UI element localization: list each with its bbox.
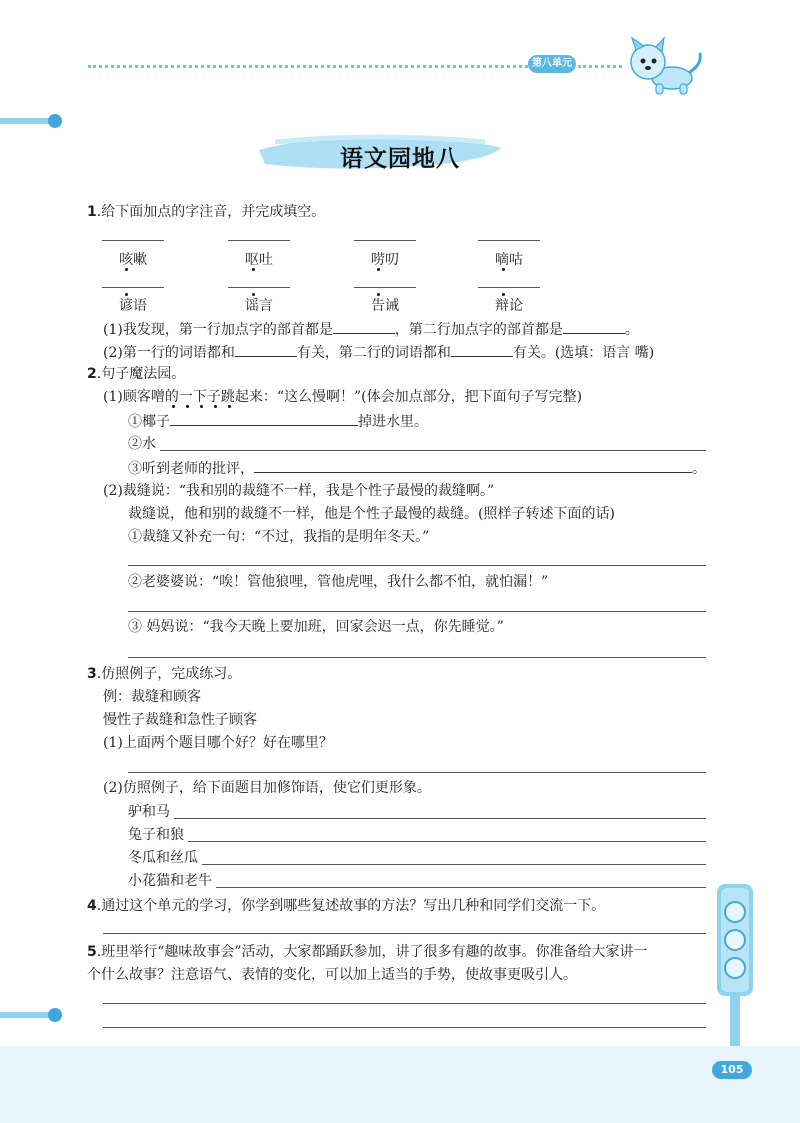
- word-row2-4: 辩论: [495, 298, 523, 314]
- unit-badge: 第八单元: [528, 55, 576, 73]
- puppy-mascot-icon: [622, 36, 706, 98]
- footer-band: [0, 1046, 800, 1123]
- q3-sub2: (2)仿照例子，给下面题目加修饰语，使它们更形象。: [103, 780, 431, 796]
- q5-prompt-line2: 个什么故事？注意语气、表情的变化，可以加上适当的手势，使故事更吸引人。: [87, 967, 577, 983]
- q2-sub2-c: ③ 妈妈说：“我今天晚上要加班，回家会迟一点，你先睡觉。”: [128, 619, 504, 635]
- answer-line[interactable]: [128, 565, 706, 566]
- traffic-light-icon: [717, 884, 753, 1049]
- q1-sub1: (1)我发现，第一行加点字的部首都是 ，第二行加点字的部首都是 。: [103, 319, 639, 339]
- left-accent-dot: [48, 114, 62, 128]
- answer-line[interactable]: [202, 864, 706, 865]
- emphasis-dot: [252, 268, 255, 271]
- answer-line[interactable]: [160, 450, 706, 451]
- pinyin-line[interactable]: [354, 240, 416, 241]
- answer-line[interactable]: [128, 611, 706, 612]
- emphasis-dot: [125, 268, 128, 271]
- answer-line[interactable]: [103, 1027, 706, 1028]
- q3-item-2: 兔子和狼: [128, 827, 184, 843]
- emphasis-dot: [200, 405, 203, 408]
- q5-prompt-line1: 5.班里举行“趣味故事会”活动，大家都踊跃参加，讲了很多有趣的故事。你准备给大家讲一: [87, 944, 648, 960]
- word-row1-1: 咳嗽: [119, 252, 147, 268]
- q3-example-2: 慢性子裁缝和急性子顾客: [103, 712, 257, 728]
- pinyin-line[interactable]: [102, 240, 164, 241]
- answer-blank[interactable]: [235, 342, 297, 357]
- pinyin-line[interactable]: [228, 240, 290, 241]
- answer-line[interactable]: [174, 818, 706, 819]
- emphasis-dot: [228, 405, 231, 408]
- q3-example: 例：裁缝和顾客: [103, 689, 201, 705]
- q1-sub2: (2)第一行的词语都和 有关，第二行的词语都和 有关。(选填：语言 嘴): [103, 342, 654, 362]
- answer-blank[interactable]: [170, 411, 358, 426]
- pinyin-line[interactable]: [478, 287, 540, 288]
- q3-sub1: (1)上面两个题目哪个好？好在哪里？: [103, 735, 333, 751]
- emphasis-dot: [172, 405, 175, 408]
- word-row2-2: 谣言: [245, 298, 273, 314]
- q2-sub2-b: ②老婆婆说：“唉！管他狼哩，管他虎哩，我什么都不怕，就怕漏！”: [128, 574, 549, 590]
- q2-item-b: ②水: [128, 436, 156, 452]
- emphasis-dot: [377, 268, 380, 271]
- q2-prompt: 2.句子魔法园。: [87, 366, 186, 382]
- pinyin-line[interactable]: [478, 240, 540, 241]
- q3-prompt: 3.仿照例子，完成练习。: [87, 666, 242, 682]
- answer-blank[interactable]: [254, 458, 692, 473]
- page-title: 语文园地八: [340, 146, 460, 172]
- page-number: 105: [712, 1061, 752, 1079]
- left-accent-dot-bottom: [48, 1008, 62, 1022]
- word-row1-2: 呕吐: [245, 252, 273, 268]
- word-row1-4: 嘀咕: [495, 252, 523, 268]
- pinyin-line[interactable]: [354, 287, 416, 288]
- answer-line[interactable]: [128, 772, 706, 773]
- header-dotted-line-right: [578, 65, 622, 68]
- pinyin-line[interactable]: [228, 287, 290, 288]
- q2-sub2: (2)裁缝说：“我和别的裁缝不一样，我是个性子最慢的裁缝啊。”: [103, 483, 495, 499]
- q3-item-3: 冬瓜和丝瓜: [128, 850, 198, 866]
- left-accent-bar-bottom: [0, 1012, 52, 1018]
- q4-prompt: 4.通过这个单元的学习，你学到哪些复述故事的方法？写出几种和同学们交流一下。: [87, 898, 606, 914]
- q3-item-1: 驴和马: [128, 804, 170, 820]
- answer-line[interactable]: [216, 887, 706, 888]
- left-accent-bar: [0, 118, 52, 124]
- pinyin-line[interactable]: [102, 287, 164, 288]
- header-dotted-line: [88, 65, 528, 68]
- q3-item-4: 小花猫和老牛: [128, 873, 212, 889]
- emphasis-dot: [186, 405, 189, 408]
- answer-line[interactable]: [128, 657, 706, 658]
- emphasis-dot: [502, 268, 505, 271]
- q2-sub2-example: 裁缝说，他和别的裁缝不一样，他是个性子最慢的裁缝。(照样子转述下面的话): [128, 506, 615, 522]
- answer-blank[interactable]: [333, 319, 395, 334]
- answer-line[interactable]: [103, 1003, 706, 1004]
- q1-prompt: 1.给下面加点的字注音，并完成填空。: [87, 204, 326, 220]
- q2-item-a: ①椰子 掉进水里。: [128, 411, 428, 431]
- q2-sub2-a: ①裁缝又补充一句：“不过，我指的是明年冬天。”: [128, 529, 430, 545]
- answer-blank[interactable]: [451, 342, 513, 357]
- word-row2-1: 谚语: [119, 298, 147, 314]
- q2-item-c: ③听到老师的批评， 。: [128, 458, 706, 478]
- emphasis-dot: [214, 405, 217, 408]
- word-row2-3: 告诫: [371, 298, 399, 314]
- answer-line[interactable]: [103, 933, 706, 934]
- answer-blank[interactable]: [563, 319, 625, 334]
- word-row1-3: 唠叨: [371, 252, 399, 268]
- q2-sub1: (1)顾客噌的一下子跳起来：“这么慢啊！”(体会加点部分，把下面句子写完整): [103, 389, 583, 405]
- answer-line[interactable]: [188, 841, 706, 842]
